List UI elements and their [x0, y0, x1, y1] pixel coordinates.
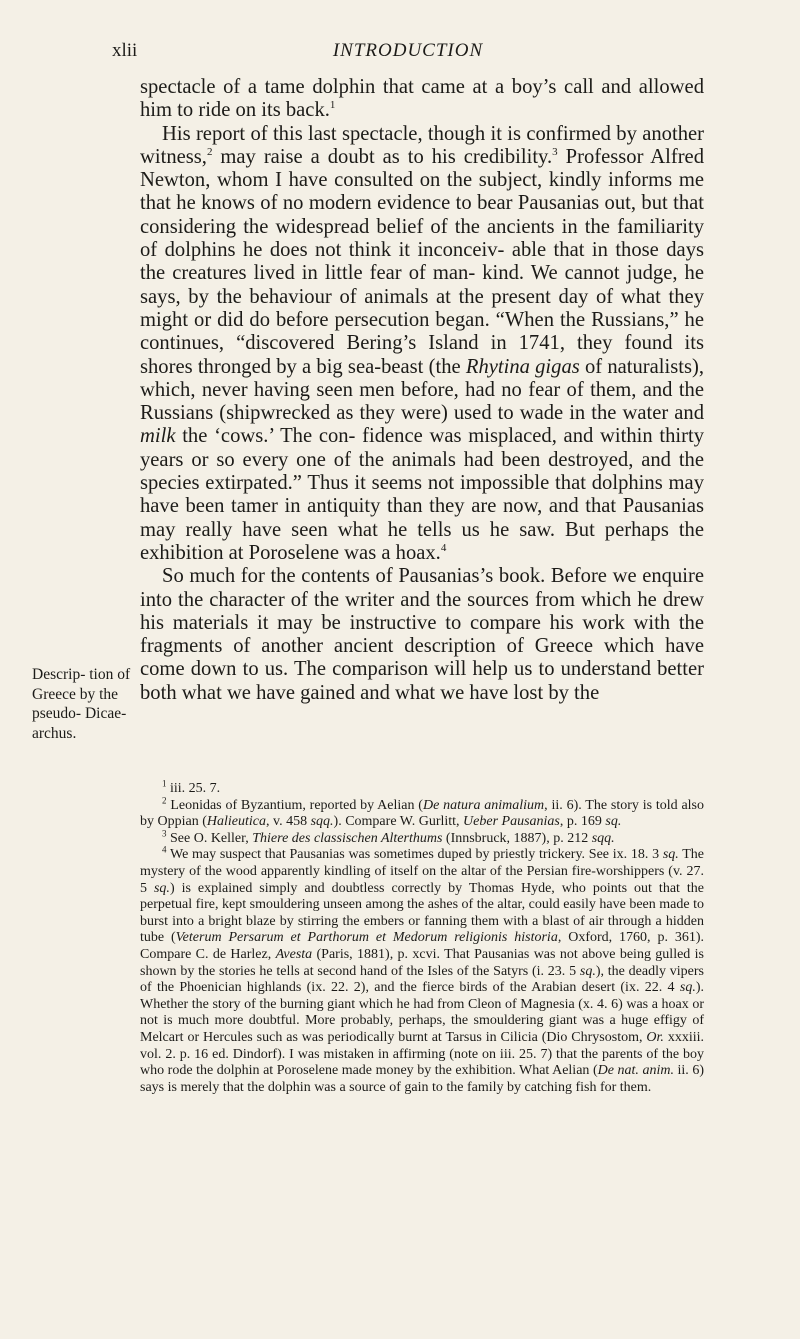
running-title: INTRODUCTION — [332, 40, 484, 61]
footnote-4: $^4$ We may suspect that Pausanias was sometimes duped by priestly trickery. See ix. 18. 3 sq. The mystery of the wood apparently kindling of itself on the altar of the Persian fire-worshippers (v. 27. 5 sq.) is explained simply and doubtless correctly by Thomas Hyde, who points out that the perpetual fire, kept smouldering unseen among the ashes of the altar, could easily have been made to burst into a bright blaze by stirring the embers or fanning them with a blast of air through a hidden tube (Veterum Persarum et Parthorum et Medorum religionis historia, Oxford, 1760, p. 361). Compare C. de Harlez, Avesta (Paris, 1881), p. xcvi. That Pausanias was not above being gulled is shown by the stories he tells at second hand of the Isles of the Satyrs (i. 23. 5 sq.), the deadly vipers of the Phoenician highlands (ix. 22. 2), and the fierce birds of the Arabian desert (ix. 22. 4 sq.). Whether the story of the burning giant which he had from Cleon of Magnesia (x. 4. 6) was a hoax or not is much more doubtful. More probably, perhaps, the smouldering giant was a huge effigy of Melcart or Hercules such as was periodically burnt at Tarsus in Cilicia (Dio Chrysostom, Or. xxxiii. vol. 2. p. 16 ed. Dindorf). I was mistaken in affirming (note on iii. 25. 7) that the parents of the boy who rode the dolphin at Poroselene made money by the exhibition. What Aelian (De nat. anim. ii. 6) says is merely that the dolphin was a source of gain to the family by catching fish for them. — [140, 844, 705, 1095]
page-header — [112, 40, 704, 70]
paragraph-2: His report of this last spectacle, though it is confirmed by another witness,$^2$ may raise a doubt as to his credibility.$^3$ Professor Alfred Newton, whom I have consulted on the subject, kindly informs me that he knows of no modern evidence to bear Pausanias out, but that considering the widespread belief of the ancients in the familiarity of dolphins he does not think it inconceiv- able that in those days the creatures lived in little fear of man- kind. We cannot judge, he says, by the behaviour of animals at the present day of what they might or did do before persecution began. “When the Russians,” he continues, “discovered Bering’s Island in 1741, they found its shores thronged by a big sea-beast (the Rhytina gigas of naturalists), which, never having seen men before, had no fear of them, and the Russians (shipwrecked as they were) used to wade in the water and milk the ‘cows.’ The con- fidence was misplaced, and within thirty years or so every one of the animals had been destroyed, and the species extirpated.” Thus it seems not impossible that dolphins may have been tamer in antiquity than they are now, and that Pausanias may really have seen what he tells us he saw. But perhaps the exhibition at Poroselene was a hoax.$^4$ — [140, 122, 704, 564]
footnotes — [140, 778, 705, 1096]
footnote-ref: 1 — [329, 99, 336, 112]
footnote-ref: 4 — [440, 542, 447, 555]
footnote-3: $^3$ See O. Keller, Thiere des classischen Alterthums (Innsbruck, 1887), p. 212 sqq. — [162, 828, 615, 846]
page-number: xlii — [112, 40, 138, 61]
footnote-ref: 3 — [552, 146, 558, 159]
footnote-ref: 2 — [206, 146, 213, 159]
paragraph-3: So much for the contents of Pausanias’s book. Before we enquire into the character of the writer and the sources from which he drew his materials it may be instructive to compare his work with the fragments of another ancient description of Greece which have come down to us. The comparison will help us to understand better both what we have gained and what we have lost by the — [140, 565, 704, 704]
marginal-note: Descrip- tion of Greece by the pseudo- Dicae- archus. — [32, 666, 131, 742]
paragraph-1: spectacle of a tame dolphin that came at a boy’s call and allowed him to ride on its back.$^1$ — [140, 76, 704, 122]
footnote-1: $^1$ iii. 25. 7. — [162, 778, 221, 796]
footnote-2: $^2$ Leonidas of Byzantium, reported by Aelian (De natura animalium, ii. 6). The story is told also by Oppian (Halieutica, v. 458 sqq.). Compare W. Gurlitt, Ueber Pausanias, p. 169 sq. — [140, 794, 705, 830]
main-text — [140, 76, 704, 705]
